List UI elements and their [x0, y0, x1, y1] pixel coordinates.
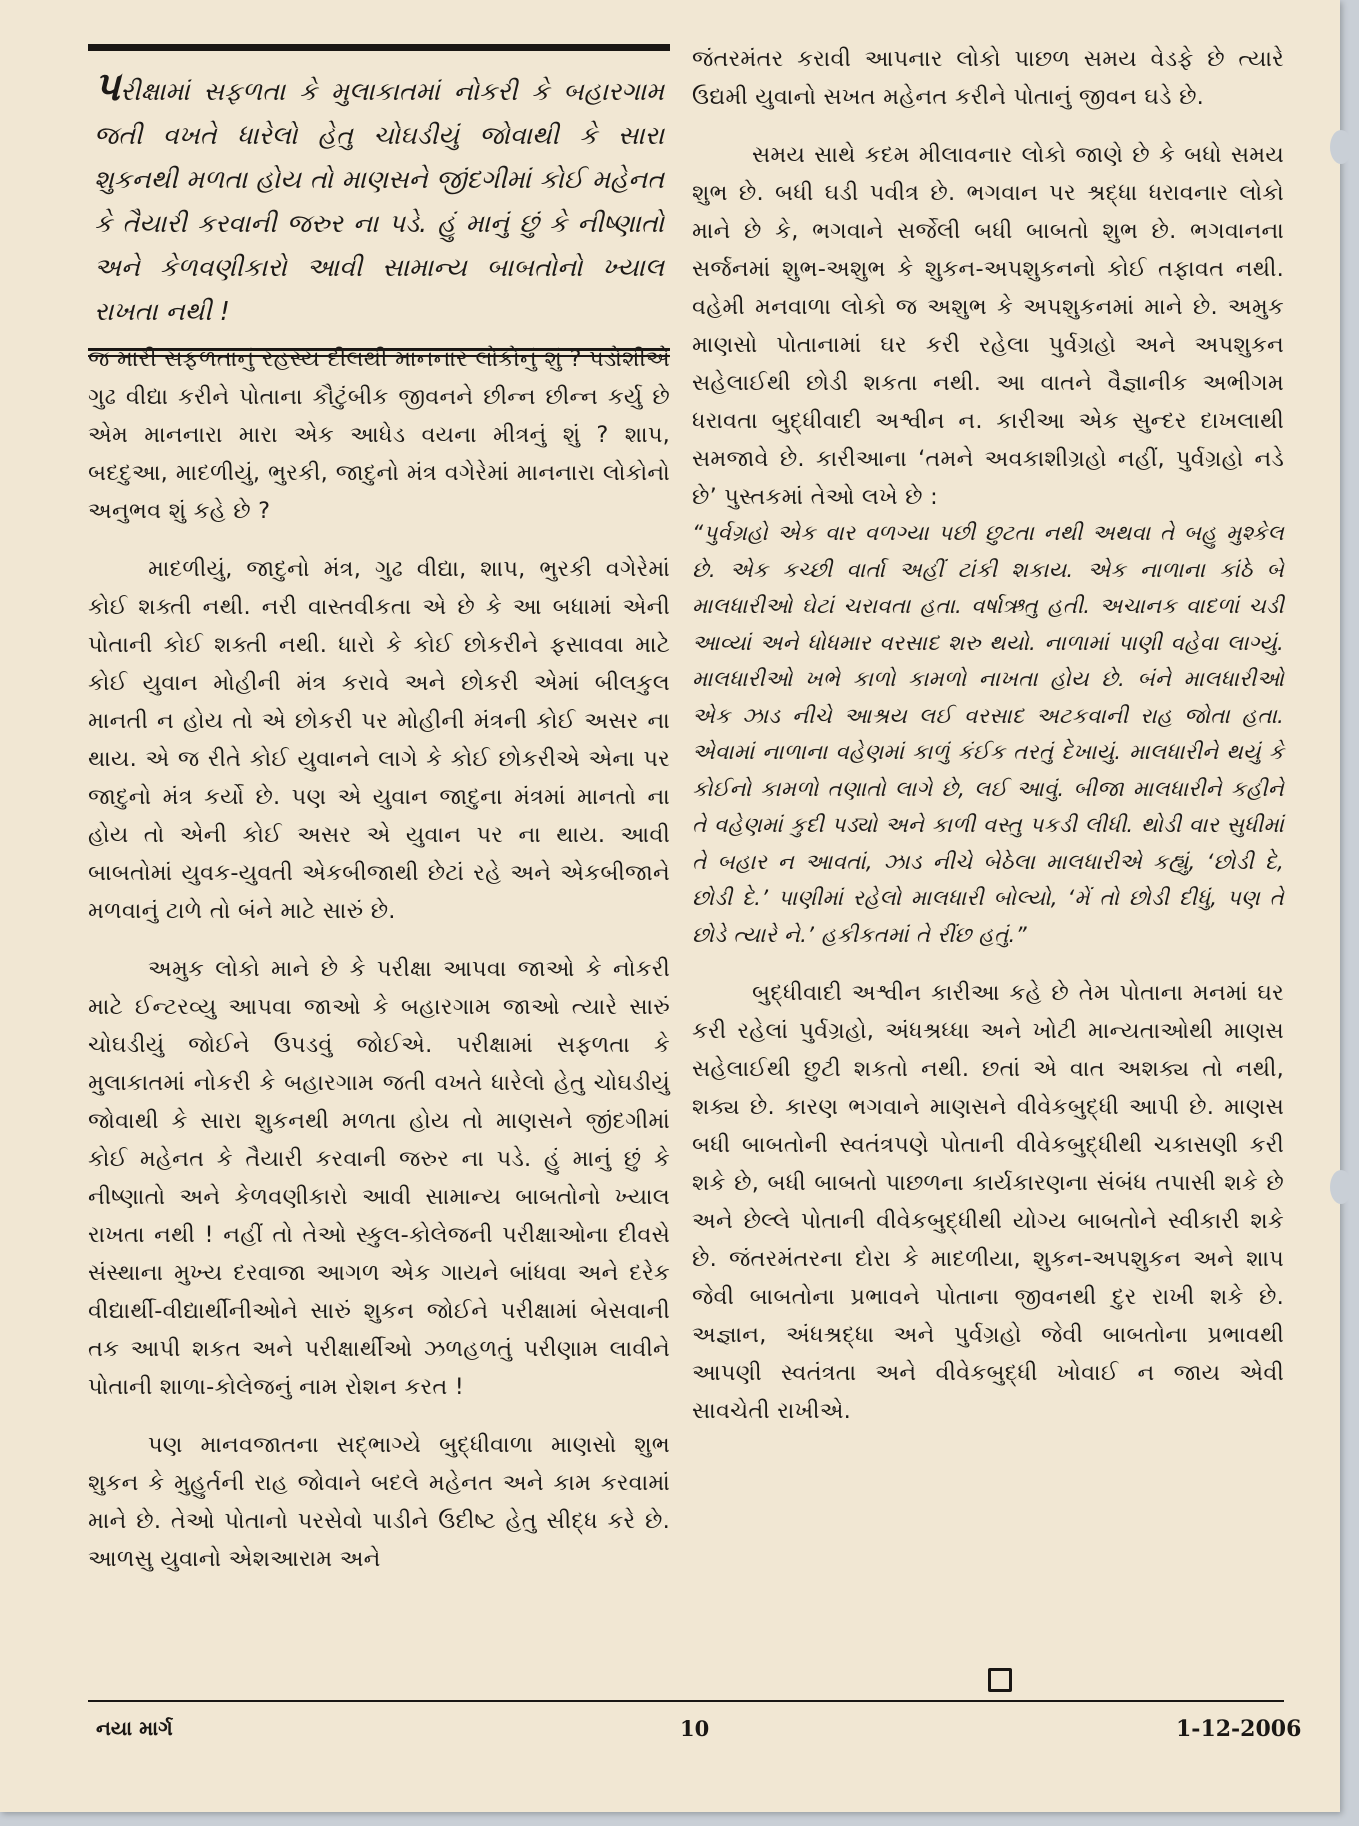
- pullquote-box: [88, 44, 670, 357]
- footer-rule: [88, 1700, 1284, 1702]
- left-paragraph-2: માદળીયું, જાદુનો મંત્ર, ગુઢ વીદ્યા, શાપ, ભુરકી વગેરેમાં કોઈ શક્તી નથી. નરી વાસ્તવીકતા એ છે કે આ બધામાં એની પોતાની કોઈ શક્તી નથી. ધારો કે કોઈ છોકરીને ફસાવવા માટે કોઈ યુવાન મોહીની મંત્ર કરાવે અને છોકરી એમાં બીલકુલ માનતી ન હોય તો એ છોકરી પર મોહીની મંત્રની કોઈ અસર ના થાય. એ જ રીતે કોઈ યુવાનને લાગે કે કોઈ છોકરીએ એના પર જાદુનો મંત્ર કર્યો છે. પણ એ યુવાન જાદુના મંત્રમાં માનતો ના હોય તો એની કોઈ અસર એ યુવાન પર ના થાય. આવી બાબતોમાં યુવક-યુવતી એકબીજાથી છેટાં રહે અને એકબીજાને મળવાનું ટાળે તો બંને માટે સારું છે.: [88, 556, 670, 924]
- pullquote-body: રીક્ષામાં સફળતા કે મુલાકાતમાં નોકરી કે બહારગામ જતી વખતે ધારેલો હેતુ ચોઘડીયું જોવાથી કે સારા શુકનથી મળતા હોય તો માણસને જીંદગીમાં કોઈ મહેનત કે તૈયારી કરવાની જરુર ના પડે. હું માનું છું કે નીષ્ણાતો અને કેળવણીકારો આવી સામાન્ય બાબતોનો ખ્યાલ રાખતા નથી !: [94, 77, 664, 327]
- left-paragraph-1: જ મારી સફળતાનું રહસ્ય દીલથી માનનાર લોકોનું શું ? પડોશીએ ગુઢ વીદ્યા કરીને પોતાના કૌટુંબીક જીવનને છીન્ન છીન્ન કર્યુ છે એમ માનનારા મારા એક આધેડ વયના મીત્રનું શું ? શાપ, બદદુઆ, માદળીયું, ભુરકી, જાદુનો મંત્ર વગેરેમાં માનનારા લોકોનો અનુભવ શું કહે છે ?: [88, 346, 670, 524]
- right-paragraph-2: સમય સાથે કદમ મીલાવનાર લોકો જાણે છે કે બધો સમય શુભ છે. બધી ઘડી પવીત્ર છે. ભગવાન પર શ્રદ્ધા ધરાવનાર લોકો માને છે કે, ભગવાને સર્જેલી બધી બાબતો શુભ છે. ભગવાનના સર્જનમાં શુભ-અશુભ કે શુકન-અપશુકનનો કોઈ તફાવત નથી. વહેમી મનવાળા લોકો જ અશુભ કે અપશુકનમાં માને છે. અમુક માણસો પોતાનામાં ઘર કરી રહેલા પુર્વગ્રહો અને અપશુકન સહેલાઈથી છોડી શકતા નથી. આ વાતને વૈજ્ઞાનીક અભીગમ ધરાવતા બુદ્ધીવાદી અશ્વીન ન. કારીઆ એક સુન્દર દાખલાથી સમજાવે છે. કારીઆના ‘તમને અવકાશીગ્રહો નહીં, પુર્વગ્રહો નડે છે’ પુસ્તકમાં તેઓ લખે છે :: [692, 142, 1284, 510]
- binder-punch-hole: [1330, 1170, 1352, 1204]
- footer-magazine-name: નયા માર્ગ: [96, 1716, 173, 1740]
- binder-punch-hole: [1330, 130, 1352, 164]
- right-column: [692, 40, 1284, 1430]
- pullquote-text: [88, 65, 670, 334]
- pullquote-top-rule: [88, 44, 670, 51]
- right-paragraph-1: જંતરમંતર કરાવી આપનાર લોકો પાછળ સમય વેડફે છે ત્યારે ઉદ્યમી યુવાનો સખત મહેનત કરીને પોતાનું જીવન ઘડે છે.: [692, 46, 1284, 110]
- footer-page-number: 10: [680, 1716, 710, 1741]
- right-paragraph-3: બુદ્ધીવાદી અશ્વીન કારીઆ કહે છે તેમ પોતાના મનમાં ઘર કરી રહેલાં પુર્વગ્રહો, અંધશ્રધ્ધા અને ખોટી માન્યતાઓથી માણસ સહેલાઈથી છુટી શકતો નથી. છતાં એ વાત અશક્ય તો નથી, શક્ય છે. કારણ ભગવાને માણસને વીવેકબુદ્ધી આપી છે. માણસ બધી બાબતોની સ્વતંત્રપણે પોતાની વીવેકબુદ્ધીથી ચકાસણી કરી શકે છે, બધી બાબતો પાછળના કાર્યકારણના સંબંધ તપાસી શકે છે અને છેલ્લે પોતાની વીવેકબુદ્ધીથી યોગ્ય બાબતોને સ્વીકારી શકે છે. જંતરમંતરના દોરા કે માદળીયા, શુકન-અપશુકન અને શાપ જેવી બાબતોના પ્રભાવને પોતાના જીવનથી દુર રાખી શકે છે. અજ્ઞાન, અંધશ્રદ્ધા અને પુર્વગ્રહો જેવી બાબતોના પ્રભાવથી આપણી સ્વતંત્રતા અને વીવેકબુદ્ધી ખોવાઈ ન જાય એવી સાવચેતી રાખીએ.: [692, 980, 1284, 1424]
- left-paragraph-4: પણ માનવજાતના સદ્ભાગ્યે બુદ્ધીવાળા માણસો શુભ શુકન કે મુહુર્તની રાહ જોવાને બદલે મહેનત અને કામ કરવામાં માને છે. તેઓ પોતાનો પરસેવો પાડીને ઉદીષ્ટ હેતુ સીદ્ધ કરે છે. આળસુ યુવાનો એશઆરામ અને: [88, 1432, 670, 1572]
- pullquote-dropcap: પ: [94, 64, 120, 110]
- block-quote: “પુર્વગ્રહો એક વાર વળગ્યા પછી છુટતા નથી અથવા તે બહુ મુશ્કેલ છે. એક કચ્છી વાર્તા અહીં ટાંકી શકાય. એક નાળાના કાંઠે બે માલધારીઓ ઘેટાં ચરાવતા હતા. વર્ષાઋતુ હતી. અચાનક વાદળાં ચડી આવ્યાં અને ધોધમાર વરસાદ શરુ થયો. નાળામાં પાણી વહેવા લાગ્યું. માલધારીઓ ખભે કાળો કામળો નાખતા હોય છે. બંને માલધારીઓ એક ઝાડ નીચે આશ્રય લઈ વરસાદ અટકવાની રાહ જોતા હતા. એવામાં નાળાના વહેણમાં કાળું કંઈક તરતું દેખાયું. માલધારીને થયું કે કોઈનો કામળો તણાતો લાગે છે, લઈ આવું. બીજા માલધારીને કહીને તે વહેણમાં કુદી પડ્યો અને કાળી વસ્તુ પકડી લીધી. થોડી વાર સુધીમાં તે બહાર ન આવતાં, ઝાડ નીચે બેઠેલા માલધારીએ કહ્યું, ‘છોડી દે, છોડી દે.’ પાણીમાં રહેલો માલધારી બોલ્યો, ‘મેં તો છોડી દીધું, પણ તે છોડે ત્યારે ને.’ હકીકતમાં તે રીંછ હતું.”: [692, 521, 1284, 948]
- end-of-article-mark: [988, 1668, 1012, 1692]
- footer-date: 1-12-2006: [1176, 1716, 1302, 1742]
- left-paragraph-3: અમુક લોકો માને છે કે પરીક્ષા આપવા જાઓ કે નોકરી માટે ઈન્ટરવ્યુ આપવા જાઓ કે બહારગામ જાઓ ત્યારે સારું ચોઘડીયું જોઈને ઉપડવું જોઈએ. પરીક્ષામાં સફળતા કે મુલાકાતમાં નોકરી કે બહારગામ જતી વખતે ધારેલો હેતુ ચોઘડીયું જોવાથી કે સારા શુકનથી મળતા હોય તો માણસને જીંદગીમાં કોઈ મહેનત કે તૈયારી કરવાની જરુર ના પડે. હું માનું છું કે નીષ્ણાતો અને કેળવણીકારો આવી સામાન્ય બાબતોનો ખ્યાલ રાખતા નથી ! નહીં તો તેઓ સ્કુલ-કોલેજની પરીક્ષાઓના દીવસે સંસ્થાના મુખ્ય દરવાજા આગળ એક ગાયને બાંધવા અને દરેક વીદ્યાર્થી-વીદ્યાર્થીનીઓને સારું શુકન જોઈને પરીક્ષામાં બેસવાની તક આપી શકત અને પરીક્ષાર્થીઓ ઝળહળતું પરીણામ લાવીને પોતાની શાળા-કોલેજનું નામ રોશન કરત !: [88, 956, 670, 1400]
- left-column: [88, 340, 670, 1578]
